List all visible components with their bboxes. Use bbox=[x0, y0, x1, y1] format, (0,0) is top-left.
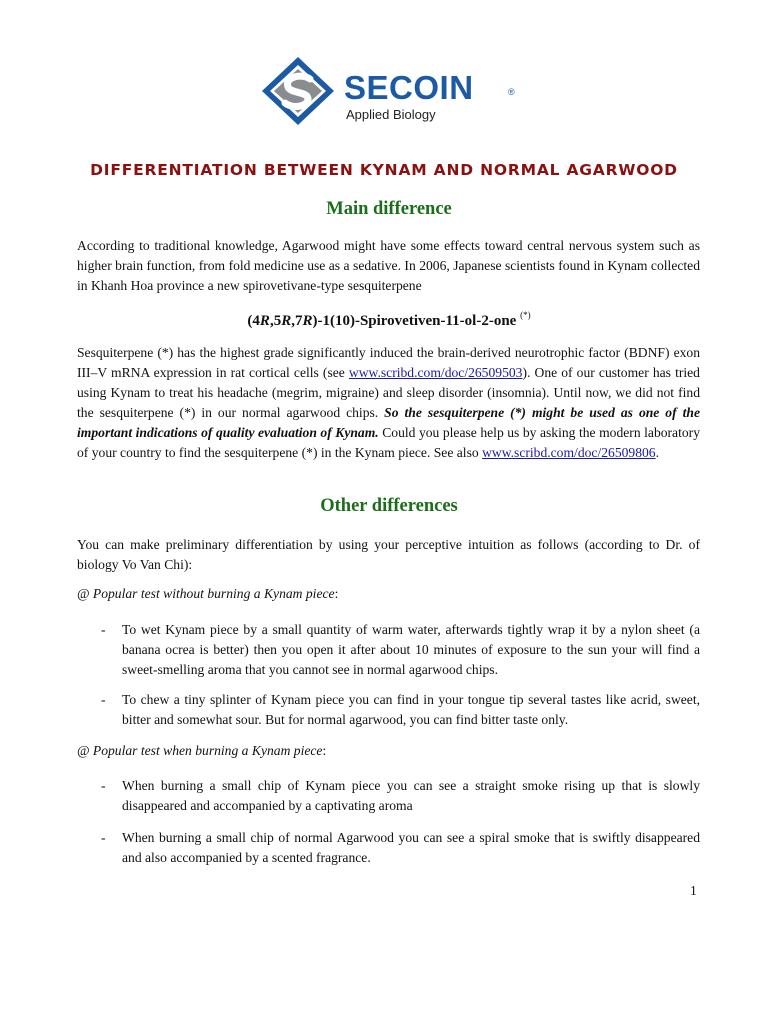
section-burning-label: @ Popular test when burning a Kynam piece: bbox=[77, 743, 327, 758]
emphasis-text: So the sesquiterpene (*) might be used as one of the important indications of quality evaluation of Kynam. bbox=[77, 405, 700, 440]
bullet-dash: - bbox=[101, 778, 106, 793]
sesquiterpene-paragraph: Sesquiterpene (*) has the highest grade significantly induced the brain-derived neurotrophic factor (BDNF) exon III–V mRNA expression in rat cortical cells (see www.scribd.com/doc/26509503). One of our customer has tried using Kynam to treat his headache (megrim, migraine) and sleep disorder (insomnia). Until now, we did not find the sesquiterpene (*) in our normal agarwood chips. So the sesquiterpene (*) might be used as one of the important indications of quality evaluation of Kynam. Could you please help us by asking the modern laboratory of your country to find the sesquiterpene (*) in the Kynam piece. See also www.scribd.com/doc/26509806. bbox=[77, 345, 700, 460]
list-item: - When burning a small chip of normal Agarwood you can see a spiral smoke that is swiftly disappeared and also accompanied by a scented fragrance. bbox=[101, 830, 700, 865]
scribd-link-1[interactable]: www.scribd.com/doc/26509503 bbox=[348, 365, 523, 380]
bullet-dash: - bbox=[101, 692, 106, 707]
list-item: - When burning a small chip of Kynam piece you can see a straight smoke rising up that is slowly disappeared and accompanied by a captivating aroma bbox=[101, 778, 700, 813]
bullet-dash: - bbox=[101, 622, 106, 637]
section-no-burning-label: @ Popular test without burning a Kynam piece: bbox=[77, 586, 339, 601]
footnote-mark: (*) bbox=[520, 310, 531, 320]
secoin-logo bbox=[258, 55, 518, 127]
page-number: 1 bbox=[690, 883, 697, 898]
bullet-dash: - bbox=[101, 830, 106, 845]
brand-tagline: Applied Biology bbox=[346, 107, 436, 122]
list-item: - To wet Kynam piece by a small quantity of warm water, afterwards tightly wrap it by a nylon sheet (a banana ocrea is better) then you open it after about 10 minutes of exposure to the sun your will find a sweet-smelling aroma that you cannot see in normal agarwood chips. bbox=[101, 622, 700, 677]
compound-formula: (4R,5R,7R)-1(10)-Spirovetiven-11-ol-2-one (*) bbox=[247, 310, 531, 329]
main-difference-heading: Main difference bbox=[326, 199, 452, 219]
scribd-link-2[interactable]: www.scribd.com/doc/26509806 bbox=[482, 445, 656, 460]
secoin-emblem-icon bbox=[258, 55, 338, 127]
perceptive-paragraph: You can make preliminary differentiation by using your perceptive intuition as follows (according to Dr. of biology Vo Van Chi): bbox=[77, 537, 700, 572]
document-title: DIFFERENTIATION BETWEEN KYNAM AND NORMAL AGARWOOD bbox=[90, 161, 678, 179]
other-differences-heading: Other differences bbox=[320, 496, 458, 516]
registered-mark: ® bbox=[508, 87, 515, 97]
brand-name: SECOIN bbox=[344, 69, 474, 106]
list-item: - To chew a tiny splinter of Kynam piece you can find in your tongue tip several tastes like acrid, sweet, bitter and somewhat sour. But for normal agarwood, you can find bitter taste only. bbox=[101, 692, 700, 727]
intro-paragraph: According to traditional knowledge, Agarwood might have some effects toward central nervous system such as higher brain function, from fold medicine use as a sedative. In 2006, Japanese scientists found in Kynam collected in Khanh Hoa province a new spirovetivane-type sesquiterpene bbox=[77, 238, 700, 293]
